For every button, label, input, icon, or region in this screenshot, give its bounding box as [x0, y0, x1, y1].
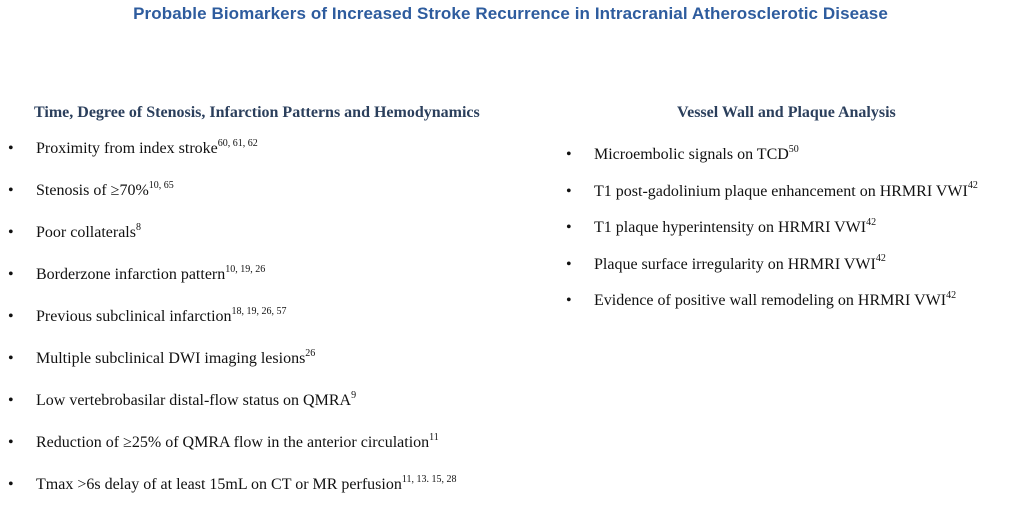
- list-item: [566, 253, 978, 275]
- bullet-icon: •: [566, 255, 572, 273]
- right-biomarker-list: [566, 143, 978, 328]
- item-text: Plaque surface irregularity on HRMRI VWI: [594, 255, 876, 273]
- left-column-heading: Time, Degree of Stenosis, Infarction Patterns and Hemodynamics: [34, 104, 480, 121]
- item-refs: 42: [946, 289, 957, 301]
- list-item: [566, 180, 978, 202]
- item-text: Multiple subclinical DWI imaging lesions: [36, 350, 306, 367]
- list-item: [8, 263, 457, 285]
- list-item: [566, 143, 978, 165]
- bullet-icon: •: [566, 146, 572, 163]
- bullet-icon: •: [8, 140, 14, 157]
- list-item: [8, 389, 457, 411]
- bullet-icon: •: [8, 308, 14, 325]
- item-text: Proximity from index stroke: [36, 140, 218, 157]
- item-text: T1 plaque hyperintensity on HRMRI VWI: [594, 219, 867, 236]
- item-refs: 10, 19, 26: [225, 263, 266, 275]
- bullet-icon: •: [566, 219, 572, 236]
- item-text: Tmax >6s delay of at least 15mL on CT or MR perfusion: [36, 476, 402, 493]
- item-refs: 10, 65: [148, 179, 174, 191]
- item-text: Reduction of ≥25% of QMRA flow in the anterior circulation: [36, 434, 430, 451]
- item-refs: 11: [429, 431, 439, 443]
- bullet-icon: •: [8, 182, 14, 199]
- item-refs: 18, 19, 26, 57: [231, 305, 287, 317]
- bullet-icon: •: [8, 434, 14, 451]
- item-text: Borderzone infarction pattern: [36, 266, 226, 283]
- bullet-icon: •: [8, 224, 14, 241]
- item-text: Low vertebrobasilar distal-flow status on QMRA: [36, 392, 352, 409]
- item-refs: 8: [135, 221, 141, 233]
- list-item: [8, 347, 457, 369]
- item-refs: 60, 61, 62: [217, 137, 258, 149]
- bullet-icon: •: [566, 182, 572, 200]
- item-text: Stenosis of ≥70%: [36, 182, 149, 199]
- right-column-heading: Vessel Wall and Plaque Analysis: [677, 104, 896, 121]
- list-item: [8, 305, 457, 327]
- bullet-icon: •: [8, 266, 14, 283]
- list-item: [8, 473, 457, 495]
- item-text: Previous subclinical infarction: [36, 308, 232, 325]
- page-title: Probable Biomarkers of Increased Stroke Recurrence in Intracranial Atherosclerotic Disease: [133, 4, 888, 23]
- list-item: [566, 216, 978, 238]
- left-biomarker-list: [8, 137, 457, 517]
- bullet-icon: •: [566, 292, 572, 309]
- list-item: [8, 137, 457, 159]
- list-item: [8, 179, 457, 201]
- item-text: Microembolic signals on TCD: [594, 146, 789, 163]
- item-refs: 42: [967, 180, 978, 192]
- item-text: Evidence of positive wall remodeling on HRMRI VWI: [594, 292, 947, 309]
- bullet-icon: •: [8, 350, 14, 367]
- item-refs: 9: [351, 389, 357, 401]
- list-item: [566, 289, 978, 311]
- list-item: [8, 221, 457, 243]
- bullet-icon: •: [8, 476, 14, 493]
- item-refs: 42: [875, 253, 886, 265]
- item-text: T1 post-gadolinium plaque enhancement on HRMRI VWI: [594, 182, 968, 200]
- list-item: [8, 431, 457, 453]
- item-refs: 26: [305, 347, 316, 359]
- bullet-icon: •: [8, 392, 14, 409]
- item-refs: 50: [788, 143, 799, 155]
- item-refs: 11, 13. 15, 28: [401, 473, 457, 485]
- item-refs: 42: [866, 216, 877, 228]
- item-text: Poor collaterals: [36, 224, 136, 241]
